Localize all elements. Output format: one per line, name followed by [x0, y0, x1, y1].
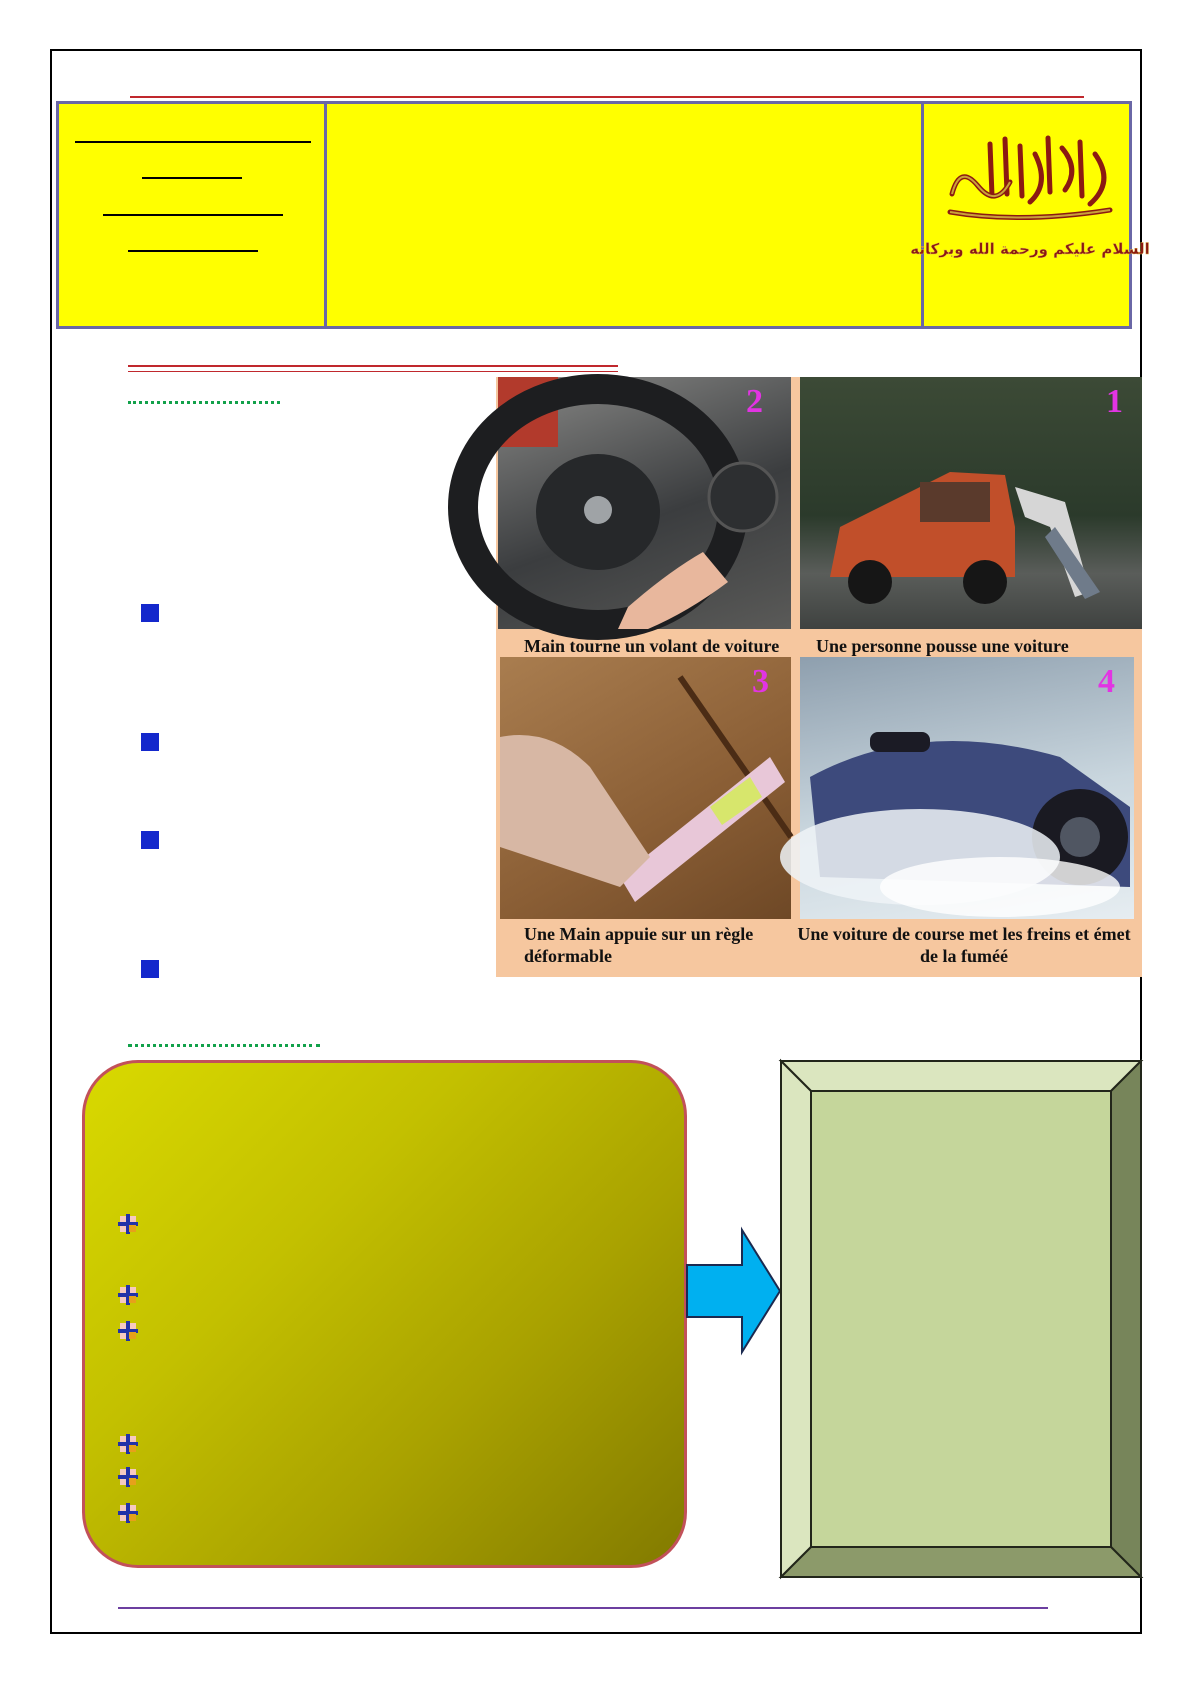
panel-number: 3 — [752, 663, 769, 700]
square-bullet-icon — [141, 960, 159, 978]
summary-box — [82, 1060, 687, 1568]
header-logo-cell — [910, 104, 1150, 326]
dotted-heading-2 — [128, 1044, 320, 1047]
panel-caption: Une Main appuie sur un règle déformable — [524, 924, 754, 966]
header-left-cell — [59, 104, 327, 326]
plus-bullet-icon — [117, 1284, 139, 1306]
section-rule-top — [128, 365, 618, 367]
photo-race-car — [800, 657, 1134, 919]
panel-number: 1 — [1106, 383, 1123, 420]
header-line-4 — [128, 250, 258, 252]
panel-caption: Main tourne un volant de voiture — [524, 636, 780, 656]
section-rule-bottom — [128, 371, 618, 372]
plus-bullet-icon — [117, 1433, 139, 1455]
pushing-car-illustration — [800, 377, 1142, 629]
top-red-rule — [130, 96, 1084, 98]
bottom-rule — [118, 1607, 1048, 1609]
panel-caption: Une voiture de course met les freins et émet de la fuméé — [797, 924, 1131, 966]
square-bullet-icon — [141, 733, 159, 751]
header-table — [56, 101, 1150, 329]
basmala-logo — [910, 124, 1150, 274]
square-bullet-icon — [141, 831, 159, 849]
ruler-illustration — [500, 657, 791, 919]
panel-number: 4 — [1098, 663, 1115, 700]
header-line-1 — [75, 141, 311, 143]
photo-ruler — [500, 657, 791, 919]
photo-figure — [496, 377, 1142, 977]
panel-caption: Une personne pousse une voiture — [816, 636, 1069, 656]
photo-pushing-car — [800, 377, 1142, 629]
race-car-illustration — [800, 657, 1134, 919]
plus-bullet-icon — [117, 1320, 139, 1342]
square-bullet-icon — [141, 604, 159, 622]
right-arrow-icon — [686, 1228, 782, 1354]
photo-steering-wheel — [498, 377, 791, 629]
plus-bullet-icon — [117, 1213, 139, 1235]
header-title-cell — [327, 104, 924, 326]
logo-calligraphy-text: بسم الله الرحمن الرحيم — [1024, 184, 1036, 185]
plus-bullet-icon — [117, 1502, 139, 1524]
panel-number: 2 — [746, 383, 763, 420]
header-line-3 — [103, 214, 283, 216]
conclusion-bevel-box — [780, 1060, 1142, 1578]
plus-bullet-icon — [117, 1466, 139, 1488]
dotted-heading-1 — [128, 401, 280, 404]
logo-greeting: السلام عليكم ورحمة الله وبركاته — [910, 240, 1150, 258]
header-line-2 — [142, 177, 242, 179]
